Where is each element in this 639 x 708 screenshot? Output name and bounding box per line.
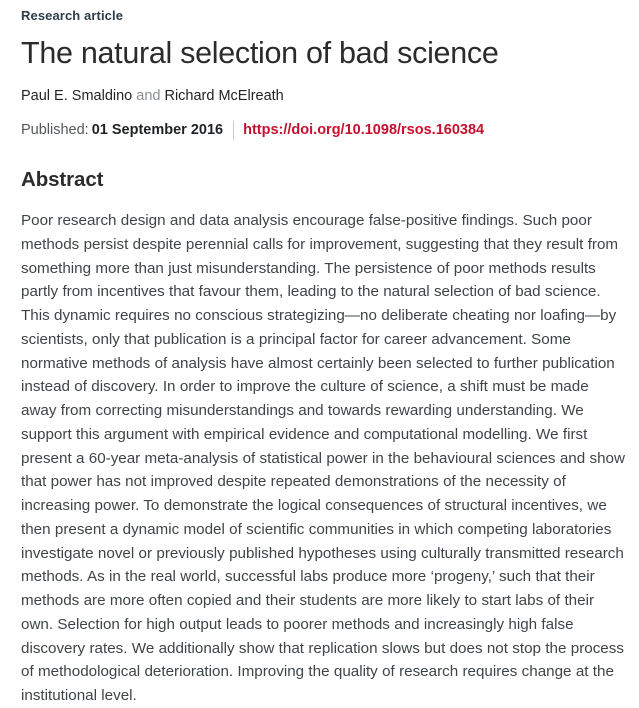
author-list bbox=[21, 86, 625, 106]
article-type-label: Research article bbox=[21, 8, 124, 23]
page-title: The natural selection of bad science bbox=[21, 36, 499, 70]
publication-info bbox=[21, 120, 625, 140]
author-link-1[interactable]: Paul E. Smaldino bbox=[21, 88, 133, 104]
abstract-body-text: Poor research design and data analysis encourage false-positive findings. Such poor methods persist despite perennial calls for improvement, suggesting that they result from something more than just misunderstanding. The persistence of poor methods results partly from incentives that favour them, leading to the natural selection of bad science. This dynamic requires no conscious strategizing—no deliberate cheating nor loafing—by scientists, only that publication is a principal factor for career advancement. Some normative methods of analysis have almost certainly been selected to further publication instead of discovery. In order to improve the culture of science, a shift must be made away from correcting misunderstandings and towards rewarding understanding. We support this argument with empirical evidence and computational modelling. We first present a 60-year meta-analysis of statistical power in the behavioural sciences and show that power has not improved despite repeated demonstrations of the necessity of increasing power. To demonstrate the logical consequences of structural incentives, we then present a dynamic model of scientific communities in which competing laboratories investigate novel or previously published hypotheses using culturally transmitted research methods. As in the real world, successful labs produce more ‘progeny,’ such that their methods are more often copied and their students are more likely to start labs of their own. Selection for high output leads to poorer methods and increasingly high false discovery rates. We additionally show that replication slows but does not stop the process of methodological deterioration. Improving the quality of research requires change at the institutional level. bbox=[21, 212, 625, 704]
vertical-divider bbox=[233, 121, 234, 140]
published-label: Published: bbox=[21, 122, 89, 138]
author-link-2[interactable]: Richard McElreath bbox=[164, 88, 284, 104]
abstract-heading: Abstract bbox=[21, 168, 104, 191]
author-separator: and bbox=[132, 88, 165, 104]
published-date: 01 September 2016 bbox=[91, 122, 224, 138]
doi-link[interactable]: https://doi.org/10.1098/rsos.160384 bbox=[243, 122, 485, 138]
